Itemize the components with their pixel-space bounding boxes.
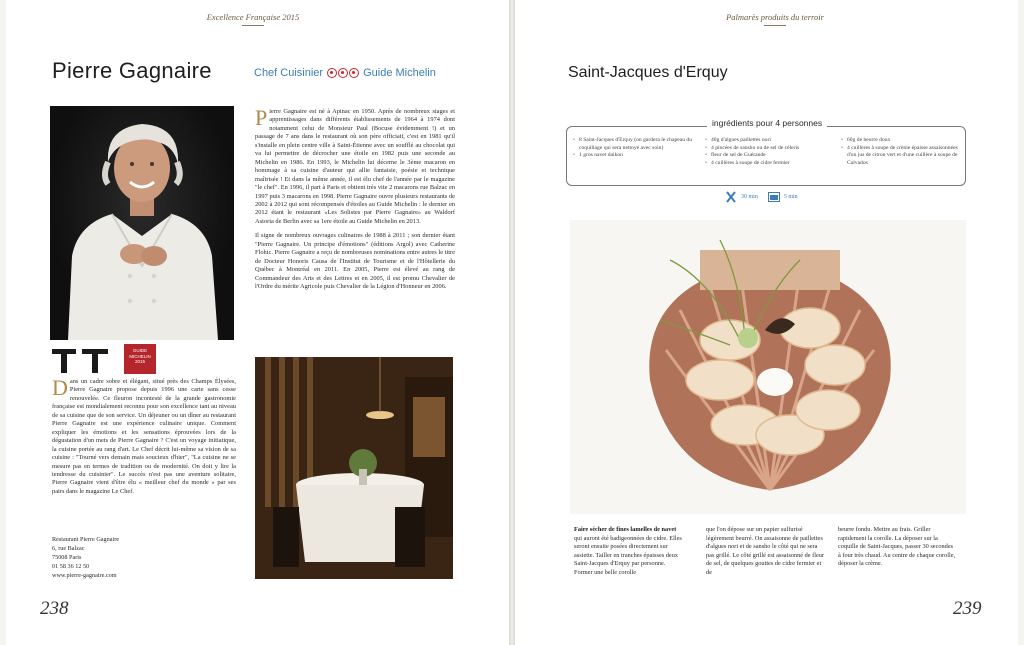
- timing-row: [725, 191, 798, 203]
- restaurant-interior-photo: [255, 357, 453, 579]
- ingredient-item: • 4 cuillères à soupe de cidre fermier: [705, 160, 833, 168]
- scallop-dish-photo: [570, 220, 966, 514]
- address-line: Restaurant Pierre Gagnaire: [52, 536, 120, 543]
- address-line: 75008 Paris: [52, 553, 82, 561]
- ingredient-item: • 8 Saint-Jacques d'Erquy (on gardera le chapeau du coquillage qui sera nettoyé avec soin): [573, 137, 699, 152]
- ingredient-item: • 1 gros navet daikon: [573, 152, 699, 160]
- address-line: 6, rue Balzac: [52, 544, 85, 552]
- chef-bio: [255, 105, 455, 298]
- chef-name: Pierre Gagnaire: [52, 58, 212, 83]
- dropcap-intro: D: [52, 375, 68, 400]
- prep-time: [725, 191, 758, 203]
- chef-tag-left: Chef Cuisinier: [254, 67, 324, 79]
- dropcap-bio: P: [255, 105, 268, 130]
- page-number-left: 238: [40, 598, 69, 619]
- ingredients-box: [566, 126, 966, 186]
- dish-title: Saint-Jacques d'Erquy: [568, 64, 728, 81]
- prep-time-value: 30 min: [741, 194, 758, 200]
- ingredients-column-3: [841, 137, 959, 168]
- chef-portrait-photo: [50, 106, 234, 340]
- ingredients-column-2: [705, 137, 833, 168]
- running-head-right: Palmarès produits du terroir: [705, 12, 845, 26]
- recipe-lead: Faire sécher de fines lamelles de navet: [574, 526, 677, 533]
- recipe-column-2: que l'on dépose sur un papier sulfurisé légèrement beurré. On assaisonne de paillettes d'algues nori et de sansho le côté qui ne sera pas grillé. Le côté grillé est assaisonné de fleur de sel, de quelques gouttes de cidre fermier et de: [706, 526, 825, 576]
- ingredient-item: • 4 pincées de sansho ou de sel de céleris: [705, 145, 833, 153]
- ingredient-item: • fleur de sel de Guérande: [705, 152, 833, 160]
- bio-paragraph-2: Il signe de nombreux ouvrages culinaires de 1988 à 2011 ; son dernier étant "Pierre Gagnaire. Un principe d'émotions" (éditions Argol) avec Catherine Flohic. Pierre Gagnaire a reçu de nombreuses nominations entre autres le titre de Docteur Honoris Causa de l'Institut de Tourisme et de l'Hôtellerie du Québec à Montréal en 2011. En 2005, Pierre est élevé au rang de Commandeur des Arts et des Lettres et en 2005, il est promu Chevalier de l'Ordre du mérite Agricole puis Chevalier de la Légion d'Honneur en 2006.: [255, 232, 455, 291]
- ingredients-title: ingrédients pour 4 personnes: [707, 118, 827, 128]
- chef-tag: [254, 67, 436, 79]
- michelin-stars-icon: [327, 68, 359, 78]
- bio-paragraph-1: Pierre Gagnaire est né à Apinac en 1950. Après de nombreux stages et apprentissages dans différents établissements de 1964 à 1974 dont notamment celui de Monsieur Paul (Bocuse évidemment !) et un passage de 7 ans dans le restaurant où son père officiait, c'est en 1981 qu'il s'installe en plein centre ville à Saint-Étienne avec un soufflé au chocolat qui va lui permettre de décrocher une étoile en 1982 puis une seconde au Michelin en 1986. En 1993, le Michelin lui décerne le 3ème macaron en hommage à sa cuisine d'auteur qui allie fantaisie, poésie et technique maîtrisée ! Et dans la même année, il est élu chef de l'année par le magazine "le chef". En 1996, il part à Paris et obtient très vite 2 macarons rue Balzac en 1997 puis 3 macarons en 1998. Pierre Gagnaire ouvre plusieurs restaurants de 2002 à 2012 qui sont récompensés d'étoiles au Guide Michelin : le dernier en 2012 étant le restaurant «Les Solistes par Pierre Gagnaire» au Waldorf Astoria de Berlin avec sa 1ere étoile au Guide Michelin en 2013.: [255, 105, 455, 225]
- address-phone: 01 58 36 12 50: [52, 562, 90, 570]
- intro-paragraph: Dans un cadre sobre et élégant, situé près des Champs Élysées, Pierre Gagnaire propose depuis 1996 une carte sans cesse renouvelée. Ce fleuron incontesté de la grande gastronomie française est mondialement reconnu pour son excellence tant au niveau de sa cuisine que de son service. Un déjeuner ou un dîner au restaurant Pierre Gagnaire est une expérience culinaire unique. Comment expliquer les émotions et les sensations éprouvées lors de la dégustation d'un mets de Pierre Gagnaire ? C'est un voyage initiatique, la cuisine portée au rang d'art. Le Chef décrit lui-même sa vision de sa cuisine : "Tourné vers demain mais soucieux d'hier", "La cuisine ne se mesure pas en termes de tradition ou de modernité. On doit y lire la tendresse du cuisinier". Le succès n'est pas une aventure solitaire, Pierre Gagnaire vient d'être élu « meilleur chef du monde » par ses pairs dans le magazine Le Chef.: [52, 375, 236, 495]
- running-head-left: Excellence Française 2015: [183, 12, 323, 26]
- page-number-right: 239: [953, 598, 982, 619]
- oven-icon: [768, 192, 780, 202]
- michelin-2015-badge: GUIDE MICHELIN 2015: [124, 344, 156, 374]
- cook-time-value: 5 min: [783, 194, 798, 200]
- ingredients-column-1: [573, 137, 699, 160]
- ingredient-item: • 4 cuillères à soupe de crème épaisse assaisonnées d'un jus de citron vert et d'une cuillère à soupe de Calvados: [841, 145, 959, 168]
- chef-tag-right: Guide Michelin: [363, 67, 436, 79]
- cook-time: [768, 192, 798, 202]
- recipe-column-1: Faire sécher de fines lamelles de navet qui auront été badigeonnées de cidre. Elles seront ensuite posées directement sur assiette. Tailler en tranches épaisses deux Saint-Jacques d'Erquy par personne. Former une belle corolle: [574, 526, 682, 576]
- ingredient-item: • 40g d'algues paillettes nori: [705, 137, 833, 145]
- tt-logo-icon: [52, 349, 108, 373]
- restaurant-intro: [52, 375, 236, 496]
- restaurant-address: [52, 536, 119, 581]
- recipe-column-3: beurre fondu. Mettre au frais. Griller rapidement la corolle. La déposer sur la coquille de Saint-Jacques, passer 30 secondes à four très chaud. Au centre de chaque corolle, déposer la crème.: [838, 526, 956, 567]
- ingredient-item: • 60g de beurre doux: [841, 137, 959, 145]
- address-website-link[interactable]: www.pierre-gagnaire.com: [52, 571, 117, 579]
- utensils-icon: [725, 191, 737, 203]
